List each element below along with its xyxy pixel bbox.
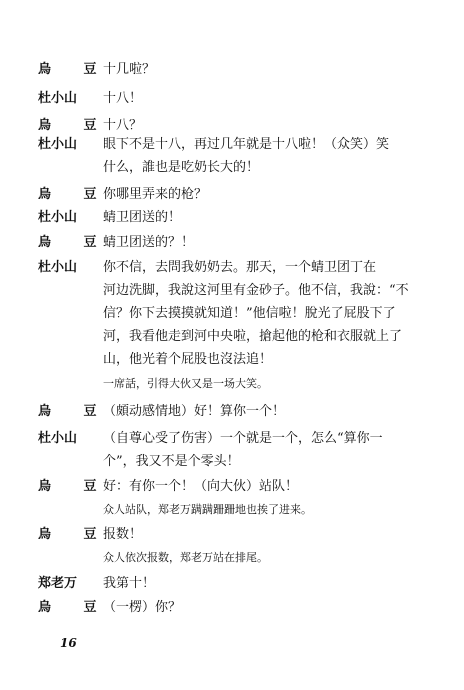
speech-text: 蜻卫团送的！: [103, 210, 182, 225]
speaker-name: 烏 豆: [38, 479, 111, 494]
speech-text: 什么，誰也是吃奶长大的！: [103, 160, 260, 175]
speech-text: 好：有你一个！（向大伙）站队！: [103, 479, 299, 494]
speaker-name: 杜小山: [38, 260, 78, 275]
speech-text: 信？你下去摸摸就知道！”他信啦！脫光了屁股下了: [103, 306, 396, 321]
speaker-name: 烏 豆: [38, 187, 111, 202]
speech-text: 个”，我又不是个零头！: [103, 454, 240, 469]
speech-text: （一楞）你？: [103, 600, 182, 615]
speech-text: 眼下不是十八，再过几年就是十八啦！（众笑）笑: [103, 137, 390, 152]
speaker-name: 烏 豆: [38, 527, 111, 542]
speaker-name: 烏 豆: [38, 404, 111, 419]
speaker-name: 杜小山: [38, 91, 78, 106]
stage-direction: 众人依次报数，郑老万站在排尾。: [103, 551, 268, 564]
speech-text: 报数！: [103, 527, 143, 542]
speech-text: 十八！: [103, 91, 143, 106]
page-number: 16: [60, 636, 77, 650]
speech-text: 蜻卫团送的？！: [103, 235, 195, 250]
speech-text: 河，我看他走到河中央啦，搶起他的枪和衣服就上了: [103, 329, 403, 344]
speech-text: 十几啦？: [103, 62, 156, 77]
speech-text: 十八？: [103, 118, 143, 133]
stage-direction: 众人站队，郑老万蹒蹒跚跚地也挨了进来。: [103, 503, 312, 516]
speech-text: 你不信，去問我奶奶去。那天，一个蜻卫团丁在: [103, 260, 377, 275]
speaker-name: 郑老万: [38, 576, 78, 591]
speech-text: 山，他光着个屁股也沒法追！: [103, 352, 273, 367]
speaker-name: 杜小山: [38, 137, 78, 152]
speech-text: 我第十！: [103, 576, 156, 591]
stage-direction: 一席話，引得大伙又是一场大笑。: [103, 377, 268, 390]
speaker-name: 烏 豆: [38, 600, 111, 615]
speech-text: （頗动感情地）好！算你一个！: [103, 404, 286, 419]
speech-text: 河边洗脚，我說这河里有金砂子。他不信，我說：“不: [103, 283, 409, 298]
speaker-name: 烏 豆: [38, 118, 111, 133]
speaker-name: 杜小山: [38, 210, 78, 225]
speaker-name: 杜小山: [38, 431, 78, 446]
speech-text: （自尊心受了伤害）一个就是一个，怎么“算你一: [103, 431, 383, 446]
speech-text: 你哪里弄来的枪？: [103, 187, 208, 202]
speaker-name: 烏 豆: [38, 235, 111, 250]
speaker-name: 烏 豆: [38, 62, 111, 77]
